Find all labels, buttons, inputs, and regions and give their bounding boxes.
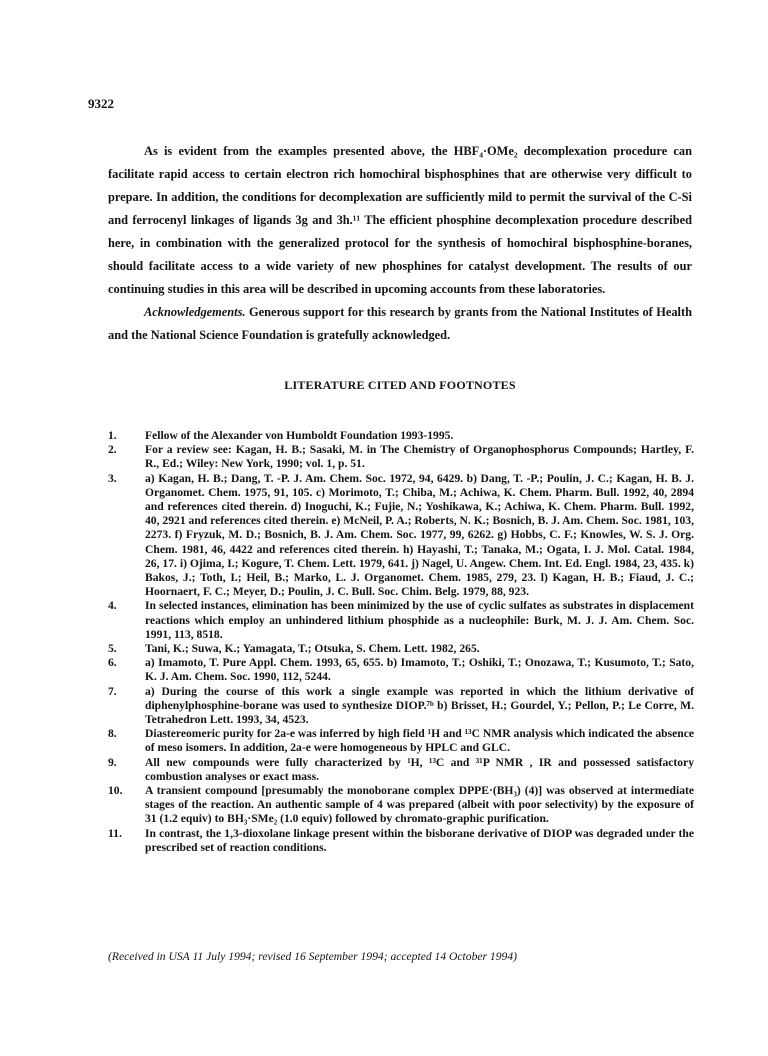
reference-item xyxy=(108,443,694,471)
reference-item xyxy=(108,472,694,600)
received-dates: (Received in USA 11 July 1994; revised 16 September 1994; accepted 14 October 1994) xyxy=(108,950,517,963)
reference-number: 3. xyxy=(108,471,117,485)
reference-list xyxy=(108,429,694,855)
reference-number: 2. xyxy=(108,443,117,457)
reference-text: a) Imamoto, T. Pure Appl. Chem. 1993, 65, 655. b) Imamoto, T.; Oshiki, T.; Onozawa, T.; Kusumoto, T.; Sato, K. J. Am. Chem. Soc. 1990, 112, 5244. xyxy=(145,656,694,684)
literature-heading: LITERATURE CITED AND FOOTNOTES xyxy=(284,378,516,392)
reference-number: 8. xyxy=(108,727,117,741)
paragraph-1: As is evident from the examples presented above, the HBF₄·OMe₂ decomplexation procedure can facilitate rapid access to certain electron rich homochiral bisphosphines that are otherwise very difficult to prepare. In addition, the conditions for decomplexation are sufficiently mild to permit the survival of the C-Si and ferrocenyl linkages of ligands 3g and 3h.¹¹ The efficient phosphine decomplexation procedure described here, in combination with the generalized protocol for the synthesis of homochiral bisphosphine-boranes, should facilitate access to a wide variety of new phosphines for catalyst development. The results of our continuing studies in this area will be described in upcoming accounts from these laboratories. xyxy=(108,144,692,296)
reference-text: a) Kagan, H. B.; Dang, T. -P. J. Am. Chem. Soc. 1972, 94, 6429. b) Dang, T. -P.; Poulin, J. C.; Kagan, H. B. J. Organomet. Chem. 1975, 91, 105. c) Morimoto, T.; Chiba, M.; Achiwa, K. Chem. Pharm. Bull. 1992, 40, 2894 and references cited therein. d) Inoguchi, K.; Fujie, N.; Yoshikawa, K.; Achiwa, K. Chem. Pharm. Bull. 1992, 40, 2921 and references cited therein. e) McNeil, P. A.; Roberts, N. K.; Bosnich, B. J. Am. Chem. Soc. 1981, 103, 2273. f) Fryzuk, M. D.; Bosnich, B. J. Am. Chem. Soc. 1977, 99, 6262. g) Hobbs, C. F.; Knowles, W. S. J. Org. Chem. 1981, 46, 4422 and references cited therein. h) Hayashi, T.; Tanaka, M.; Ogata, I. J. Mol. Catal. 1984, 26, 17. i) Ojima, I.; Kogure, T. Chem. Lett. 1979, 641. j) Nagel, U. Angew. Chem. Int. Ed. Engl. 1984, 23, 435. k) Bakos, J.; Toth, I.; Heil, B.; Marko, L. J. Organomet. Chem. 1985, 279, 23. l) Kagan, H. B.; Fiaud, J. C.; Hoornaert, F. C.; Meyer, D.; Poulin, J. C. Bull. Soc. Chim. Belg. 1979, 88, 923. xyxy=(145,471,694,599)
reference-text: In selected instances, elimination has been minimized by the use of cyclic sulfates as substrates in displacement reactions which employ an unhindered lithium phosphide as a nucleophile: Burk, M. J. J. Am. Chem. Soc. 1991, 113, 8518. xyxy=(145,599,694,641)
reference-number: 7. xyxy=(108,684,117,698)
reference-text: Diastereomeric purity for 2a-e was inferred by high field ¹H and ¹³C NMR analysis which indicated the absence of meso isomers. In addition, 2a-e were homogeneous by HPLC and GLC. xyxy=(145,727,694,755)
reference-item xyxy=(108,642,694,656)
reference-text: Tani, K.; Suwa, K.; Yamagata, T.; Otsuka, S. Chem. Lett. 1982, 265. xyxy=(145,642,480,656)
reference-number: 6. xyxy=(108,656,117,670)
reference-number: 10. xyxy=(108,784,123,798)
reference-item xyxy=(108,756,694,784)
reference-item xyxy=(108,429,694,443)
reference-text: a) During the course of this work a single example was reported in which the lithium derivative of diphenylphosphine-borane was used to synthesize DIOP.⁷ᵇ b) Brisset, H.; Gourdel, Y.; Pellon, P.; Le Corre, M. Tetrahedron Lett. 1993, 34, 4523. xyxy=(145,684,694,727)
reference-number: 4. xyxy=(108,599,117,613)
reference-number: 1. xyxy=(108,429,117,442)
reference-text: For a review see: Kagan, H. B.; Sasaki, M. in The Chemistry of Organophosphorus Compounds; Hartley, F. R., Ed.; Wiley: New York, 1990; vol. 1, p. 51. xyxy=(145,443,694,471)
reference-number: 9. xyxy=(108,755,117,769)
reference-item xyxy=(108,727,694,755)
acknowledgements-heading: Acknowledgements. xyxy=(144,305,246,319)
reference-text: A transient compound [presumably the monoborane complex DPPE·(BH₃) (4)] was observed at intermediate stages of the reaction. An authentic sample of 4 was prepared (albeit with poor selectivity) by the exposure of 31 (1.2 equiv) to BH₃·SMe₂ (1.0 equiv) followed by chromato-graphic purification. xyxy=(145,784,694,826)
acknowledgements-paragraph xyxy=(108,301,692,347)
acknowledgements-text: Generous support for this research by grants from the National Institutes of Health and the National Science Foundation is gratefully acknowledged. xyxy=(108,305,692,342)
reference-item xyxy=(108,685,694,728)
reference-number: 5. xyxy=(108,642,117,656)
reference-item xyxy=(108,599,694,642)
reference-text: In contrast, the 1,3-dioxolane linkage present within the bisborane derivative of DIOP was degraded under the prescribed set of reaction conditions. xyxy=(145,826,694,854)
reference-item xyxy=(108,656,694,684)
page-number: 9322 xyxy=(88,96,114,111)
reference-text: All new compounds were fully characterized by ¹H, ¹³C and ³¹P NMR , IR and possessed satisfactory combustion analyses or exact mass. xyxy=(145,755,694,783)
reference-item xyxy=(108,827,694,855)
reference-text: Fellow of the Alexander von Humboldt Foundation 1993-1995. xyxy=(145,429,454,442)
body-text xyxy=(108,140,692,347)
reference-item xyxy=(108,784,694,827)
reference-number: 11. xyxy=(108,826,122,840)
